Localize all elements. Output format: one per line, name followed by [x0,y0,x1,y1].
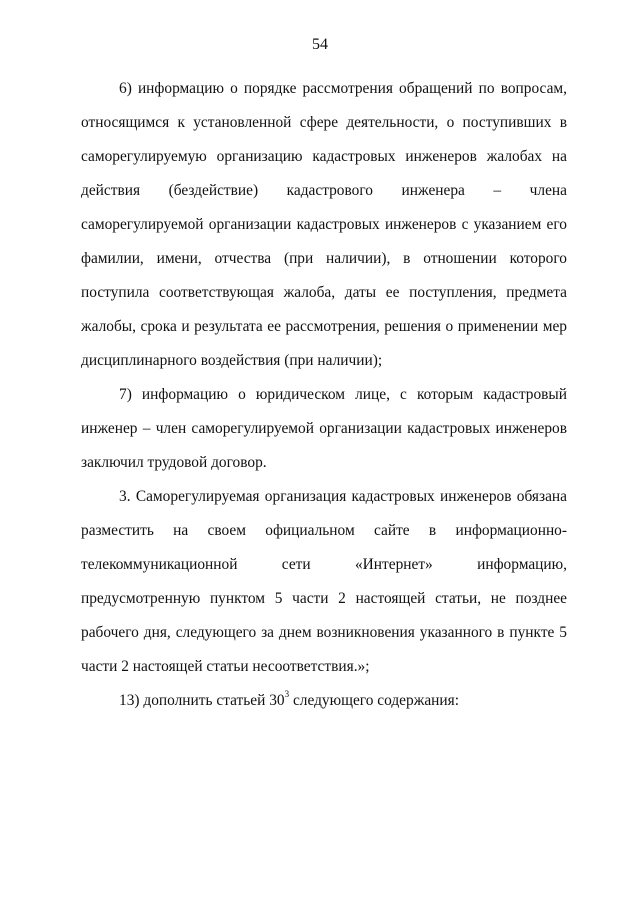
item-13-suffix: следующего содержания: [289,692,459,709]
page-number: 54 [312,36,328,53]
item-13-prefix: 13) дополнить статьей 30 [119,692,285,709]
paragraph-item-7: 7) информацию о юридическом лице, с которым кадастровый инженер – член саморегулируемой организации кадастровых инженеров заключил трудовой договор. [81,386,567,471]
paragraph-part-3: 3. Саморегулируемая организация кадастровых инженеров обязана разместить на своем официальном сайте в информационно-телекоммуникационной сети «Интернет» информацию, предусмотренную пунктом 5 части 2 настоящей статьи, не позднее рабочего дня, следующего за днем возникновения указанного в пункте 5 части 2 настоящей статьи несоответствия.»; [81,488,567,675]
paragraph-item-6: 6) информацию о порядке рассмотрения обращений по вопросам, относящимся к установленной сфере деятельности, о поступивших в саморегулируемую организацию кадастровых инженеров жалобах на действия (бездействие) кадастрового инженера – члена саморегулируемой организации кадастровых инженеров с указанием его фамилии, имени, отчества (при наличии), в отношении которого поступила соответствующая жалоба, даты ее поступления, предмета жалобы, срока и результата ее рассмотрения, решения о применении мер дисциплинарного воздействия (при наличии); [81,80,567,369]
item-13-superscript: 3 [284,688,290,699]
paragraph-item-13 [81,684,567,718]
document-body [81,72,567,718]
